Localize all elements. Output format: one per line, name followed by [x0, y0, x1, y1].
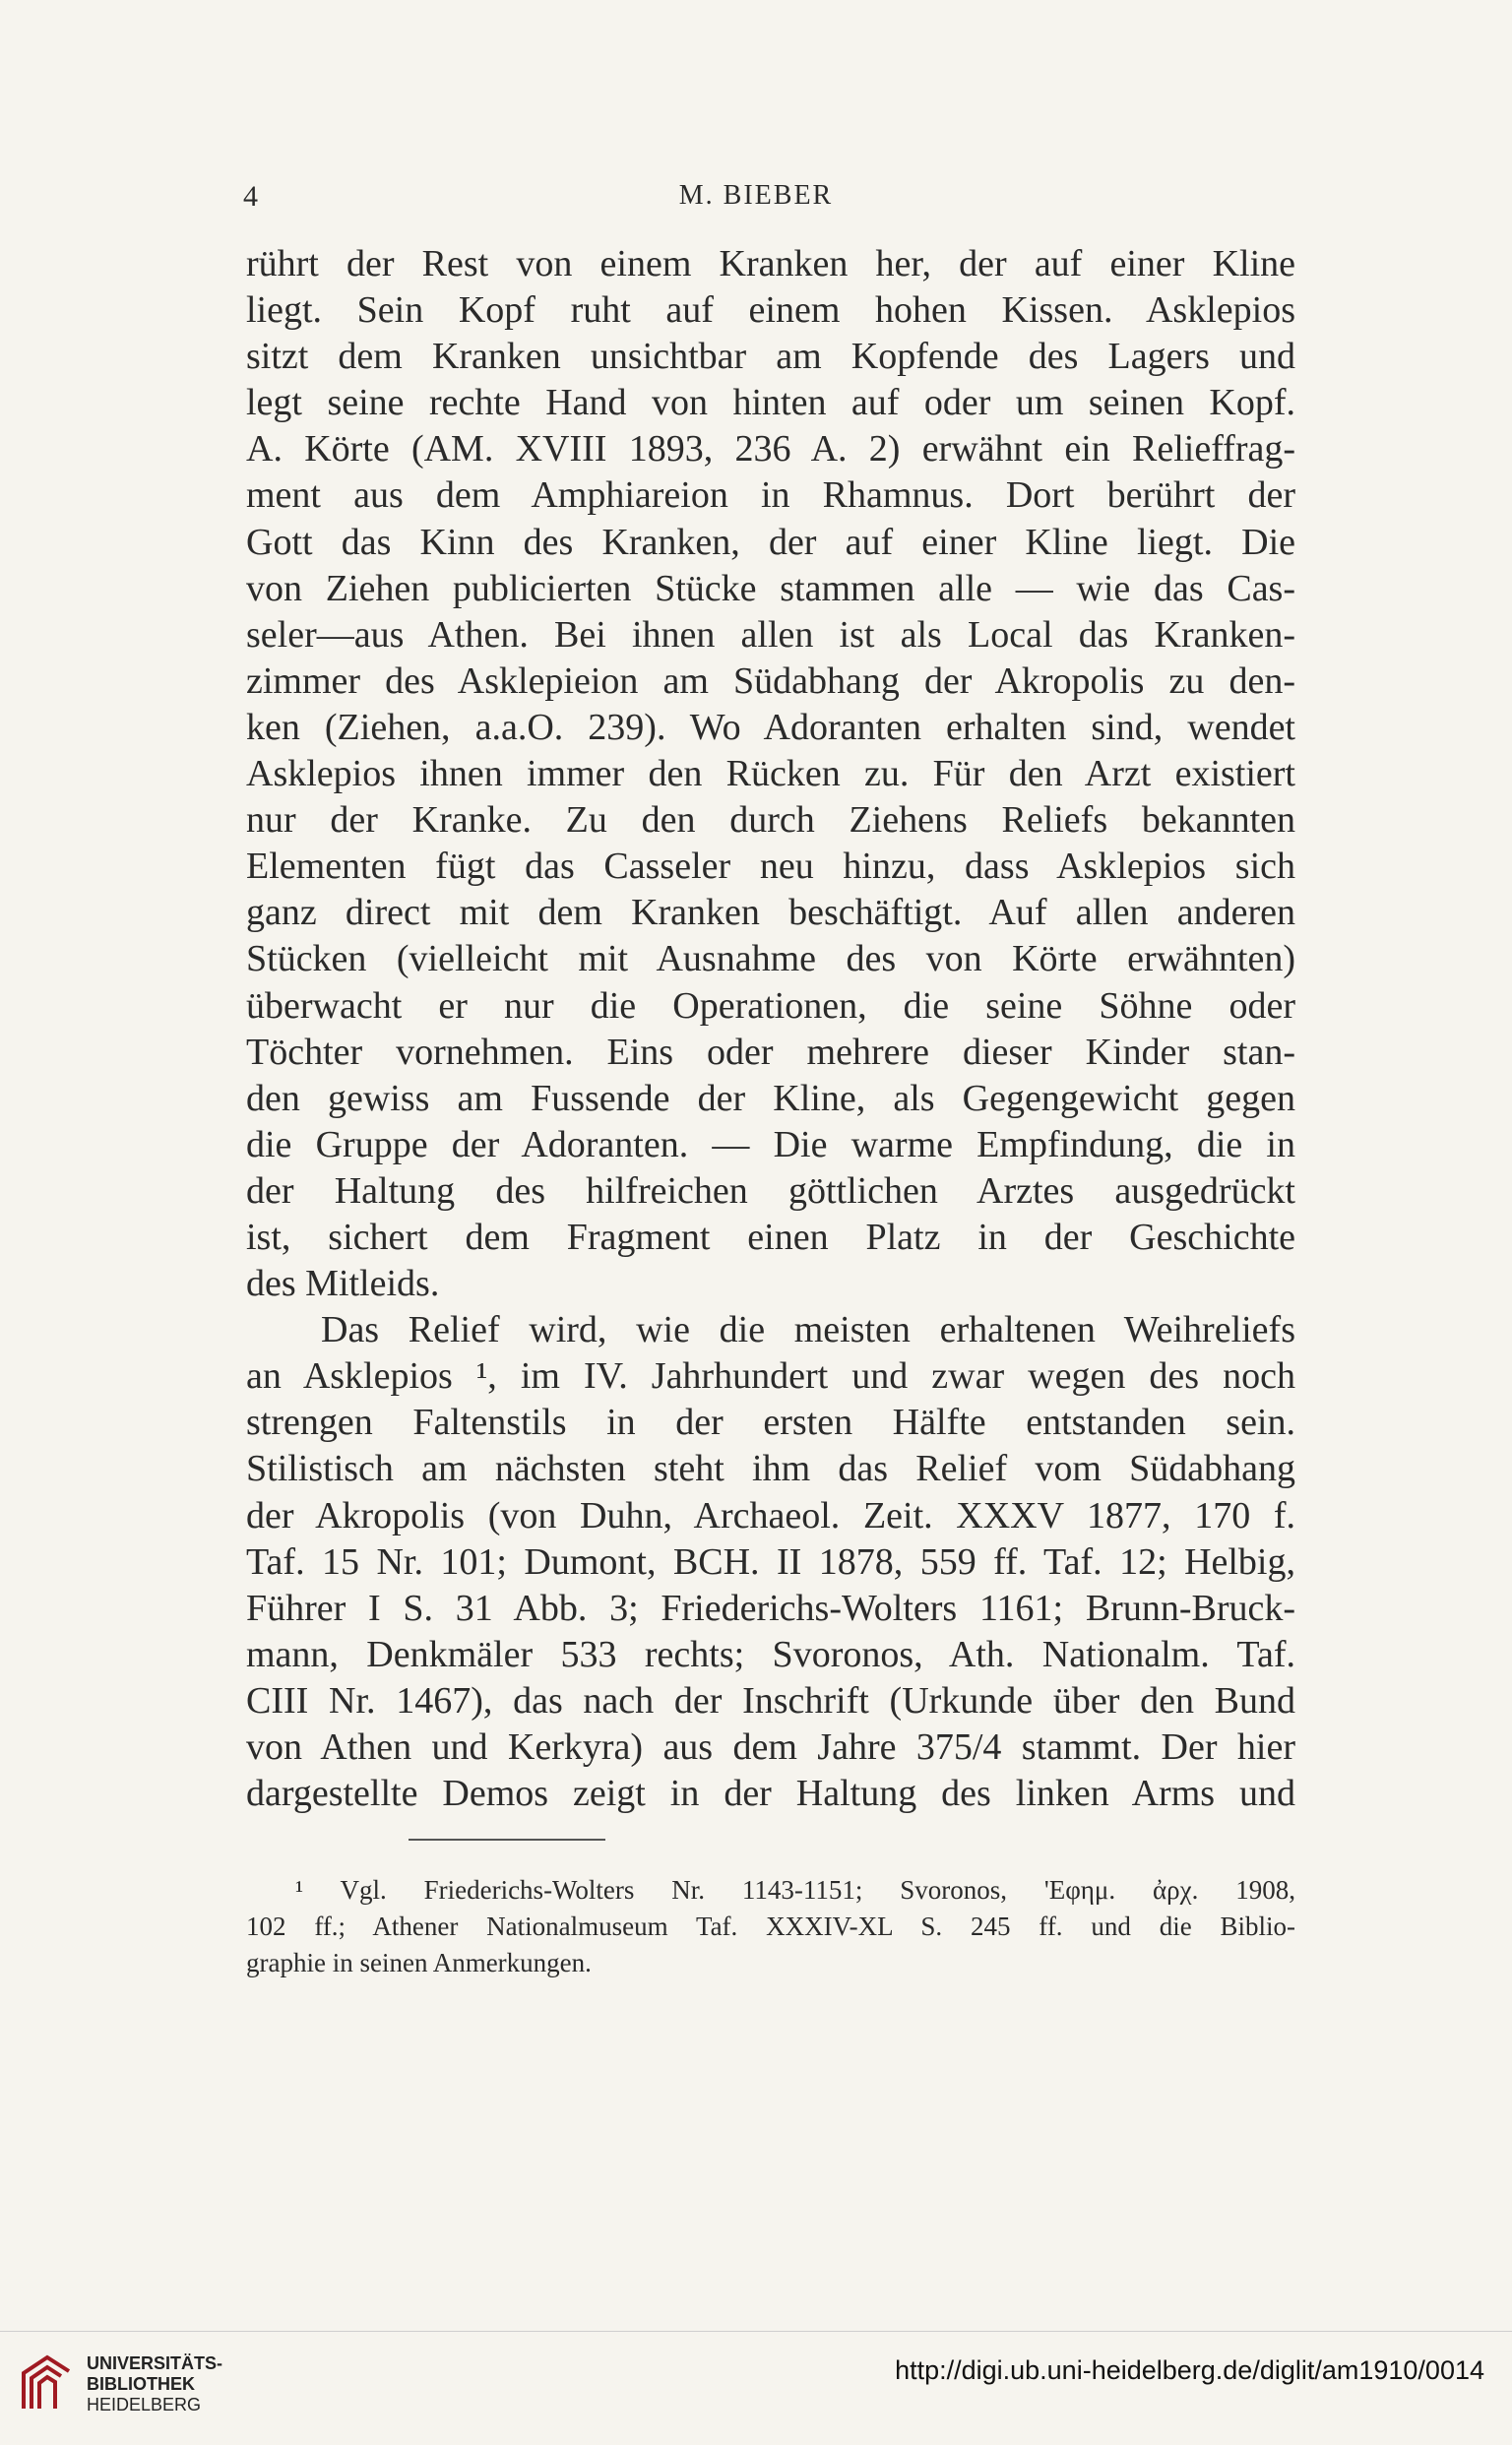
- text-line: nur der Kranke. Zu den durch Ziehens Reliefs bekannten: [246, 799, 1295, 842]
- text-line: Taf. 15 Nr. 101; Dumont, BCH. II 1878, 559 ff. Taf. 12; Helbig,: [246, 1540, 1295, 1583]
- source-url-link[interactable]: http://digi.ub.uni-heidelberg.de/diglit/am1910/0014: [895, 2355, 1484, 2385]
- footnote-line: 102 ff.; Athener Nationalmuseum Taf. XXXIV-XL S. 245 ff. und die Biblio-: [246, 1912, 1295, 1941]
- text-line: liegt. Sein Kopf ruht auf einem hohen Kissen. Asklepios: [246, 289, 1295, 332]
- text-line: mann, Denkmäler 533 rechts; Svoronos, Ath. Nationalm. Taf.: [246, 1633, 1295, 1675]
- library-name: [87, 2353, 222, 2415]
- text-line: zimmer des Asklepieion am Südabhang der Akropolis zu den-: [246, 659, 1295, 702]
- text-line: seler—aus Athen. Bei ihnen allen ist als Local das Kranken-: [246, 613, 1295, 656]
- running-head: M. BIEBER: [678, 180, 834, 211]
- text-line: Führer I S. 31 Abb. 3; Friederichs-Wolters 1161; Brunn-Bruck-: [246, 1587, 1295, 1629]
- footnotes: [246, 1872, 1295, 1981]
- text-line: an Asklepios ¹, im IV. Jahrhundert und zwar wegen des noch: [246, 1355, 1295, 1398]
- footnote-line: graphie in seinen Anmerkungen.: [246, 1948, 592, 1977]
- footnote-line: ¹ Vgl. Friederichs-Wolters Nr. 1143-1151; Svoronos, 'Εφημ. ἀρχ. 1908,: [295, 1875, 1295, 1905]
- text-line: den gewiss am Fussende der Kline, als Gegengewicht gegen: [246, 1077, 1295, 1119]
- text-line: überwacht er nur die Operationen, die seine Söhne oder: [246, 984, 1295, 1027]
- text-line: CIII Nr. 1467), das nach der Inschrift (Urkunde über den Bund: [246, 1679, 1295, 1722]
- text-line: Gott das Kinn des Kranken, der auf einer Kline liegt. Die: [246, 521, 1295, 563]
- text-line: sitzt dem Kranken unsichtbar am Kopfende des Lagers und: [246, 336, 1295, 378]
- digitization-footer: [0, 2331, 1512, 2445]
- page-number: 4: [243, 180, 258, 213]
- text-line: strengen Faltenstils in der ersten Hälfte entstanden sein.: [246, 1402, 1295, 1444]
- text-line: ment aus dem Amphiareion in Rhamnus. Dort berührt der: [246, 474, 1295, 517]
- text-line: Stücken (vielleicht mit Ausnahme des von Körte erwähnten): [246, 938, 1295, 980]
- text-line: der Akropolis (von Duhn, Archaeol. Zeit. XXXV 1877, 170 f.: [246, 1494, 1295, 1536]
- text-line: rührt der Rest von einem Kranken her, der auf einer Kline: [246, 243, 1295, 284]
- text-line: ken (Ziehen, a.a.O. 239). Wo Adoranten erhalten sind, wendet: [246, 706, 1295, 748]
- library-name-line: UNIVERSITÄTS-: [87, 2353, 223, 2373]
- text-line: dargestellte Demos zeigt in der Haltung des linken Arms und: [246, 1773, 1295, 1815]
- text-line: Asklepios ihnen immer den Rücken zu. Für den Arzt existiert: [246, 753, 1295, 795]
- text-line: der Haltung des hilfreichen göttlichen Arztes ausgedrückt: [246, 1169, 1295, 1212]
- text-line: Töchter vornehmen. Eins oder mehrere dieser Kinder stan-: [246, 1031, 1295, 1073]
- university-library-logo-icon[interactable]: [18, 2351, 75, 2413]
- text-line: ist, sichert dem Fragment einen Platz in der Geschichte: [246, 1216, 1295, 1258]
- text-line: Das Relief wird, wie die meisten erhaltenen Weihreliefs: [321, 1309, 1295, 1351]
- body-text: [246, 241, 1295, 1817]
- text-line: von Ziehen publicierten Stücke stammen alle — wie das Cas-: [246, 567, 1295, 609]
- text-line: ganz direct mit dem Kranken beschäftigt. Auf allen anderen: [246, 892, 1295, 934]
- page-header: [0, 180, 1512, 223]
- text-line: legt seine rechte Hand von hinten auf oder um seinen Kopf.: [246, 382, 1295, 424]
- text-line: Elementen fügt das Casseler neu hinzu, dass Asklepios sich: [246, 846, 1295, 888]
- text-line: A. Körte (AM. XVIII 1893, 236 A. 2) erwähnt ein Relieffrag-: [246, 428, 1295, 470]
- footnote-divider: [409, 1839, 605, 1841]
- text-line: des Mitleids.: [246, 1263, 440, 1305]
- library-name-line: BIBLIOTHEK: [87, 2374, 195, 2394]
- text-line: Stilistisch am nächsten steht ihm das Relief vom Südabhang: [246, 1448, 1295, 1490]
- text-line: die Gruppe der Adoranten. — Die warme Empfindung, die in: [246, 1123, 1295, 1165]
- library-name-line: HEIDELBERG: [87, 2395, 202, 2414]
- text-line: von Athen und Kerkyra) aus dem Jahre 375/4 stammt. Der hier: [246, 1726, 1295, 1768]
